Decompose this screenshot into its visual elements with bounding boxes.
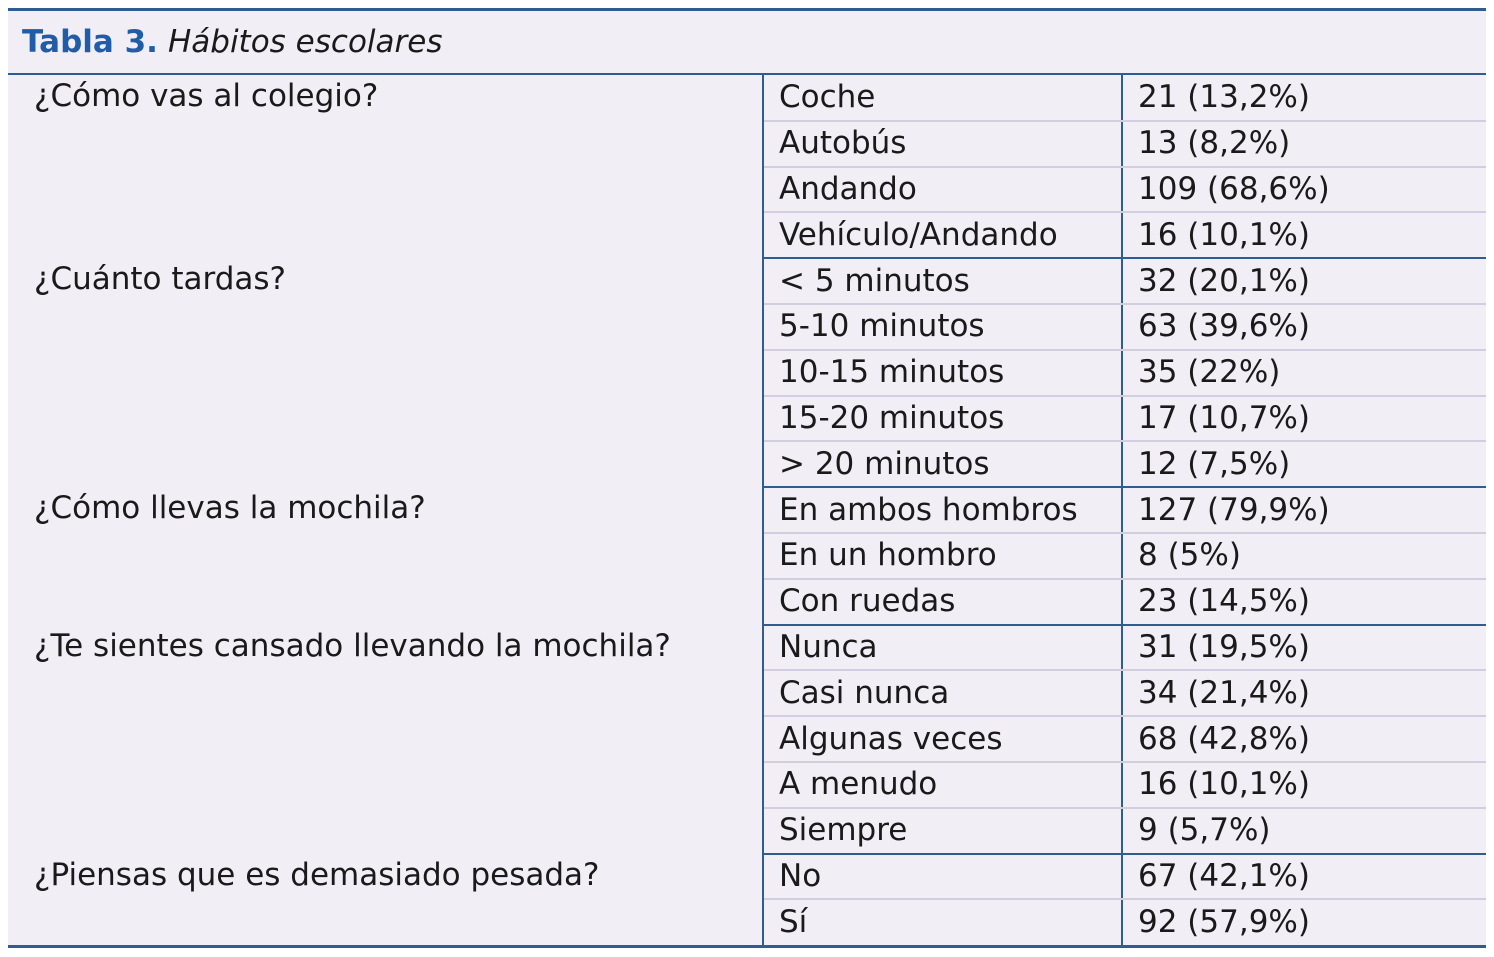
table-row: [8, 487, 1486, 533]
value-cell: 92 (57,9%): [1138, 904, 1310, 941]
option-cell: 10-15 minutos: [763, 350, 1122, 396]
table-label: Tabla 3.: [22, 24, 158, 60]
value-cell: 63 (39,6%): [1122, 304, 1486, 350]
value-cell: 32 (20,1%): [1122, 258, 1486, 304]
option-cell: Algunas veces: [763, 716, 1122, 762]
habits-table: [8, 8, 1486, 948]
value-cell: 21 (13,2%): [1122, 75, 1486, 121]
value-cell: 35 (22%): [1122, 350, 1486, 396]
value-cell: 13 (8,2%): [1122, 121, 1486, 167]
question-cell: ¿Cómo llevas la mochila?: [8, 487, 763, 624]
value-cell: 9 (5,7%): [1122, 808, 1486, 854]
option-cell: No: [763, 854, 1122, 900]
option-cell: Vehículo/Andando: [763, 212, 1122, 258]
table-row: [8, 625, 1486, 671]
option-cell: Andando: [763, 167, 1122, 213]
value-cell: 31 (19,5%): [1122, 625, 1486, 671]
value-cell: 16 (10,1%): [1122, 762, 1486, 808]
value-cell: 12 (7,5%): [1122, 441, 1486, 487]
value-cell: 127 (79,9%): [1122, 487, 1486, 533]
option-cell: Nunca: [763, 625, 1122, 671]
value-cell: 109 (68,6%): [1122, 167, 1486, 213]
value-cell: 8 (5%): [1122, 533, 1486, 579]
option-cell: 5-10 minutos: [763, 304, 1122, 350]
option-cell: Coche: [763, 75, 1122, 121]
option-cell: A menudo: [763, 762, 1122, 808]
value-cell: 16 (10,1%): [1122, 212, 1486, 258]
option-cell: En ambos hombros: [763, 487, 1122, 533]
question-cell: ¿Cómo vas al colegio?: [8, 75, 763, 258]
option-cell: Sí: [763, 899, 1122, 945]
question-cell: ¿Cuánto tardas?: [8, 258, 763, 487]
value-cell: 34 (21,4%): [1122, 670, 1486, 716]
option-cell: En un hombro: [763, 533, 1122, 579]
table-row: [8, 75, 1486, 121]
value-cell: 17 (10,7%): [1122, 396, 1486, 442]
option-cell: Con ruedas: [763, 579, 1122, 625]
option-cell: Autobús: [763, 121, 1122, 167]
table-row: [8, 258, 1486, 304]
option-cell: > 20 minutos: [763, 441, 1122, 487]
value-cell: 68 (42,8%): [1122, 716, 1486, 762]
option-cell: Casi nunca: [763, 670, 1122, 716]
value-cell: 23 (14,5%): [1122, 579, 1486, 625]
question-cell: ¿Te sientes cansado llevando la mochila?: [8, 625, 763, 854]
option-cell: < 5 minutos: [763, 258, 1122, 304]
question-cell: ¿Piensas que es demasiado pesada?: [8, 854, 763, 946]
data-table: [8, 75, 1486, 945]
table-caption: [8, 11, 1486, 75]
table-title: Hábitos escolares: [167, 24, 443, 60]
option-cell: Siempre: [763, 808, 1122, 854]
table-row: [8, 854, 1486, 900]
option-cell: 15-20 minutos: [763, 396, 1122, 442]
value-cell: 67 (42,1%): [1122, 854, 1486, 900]
